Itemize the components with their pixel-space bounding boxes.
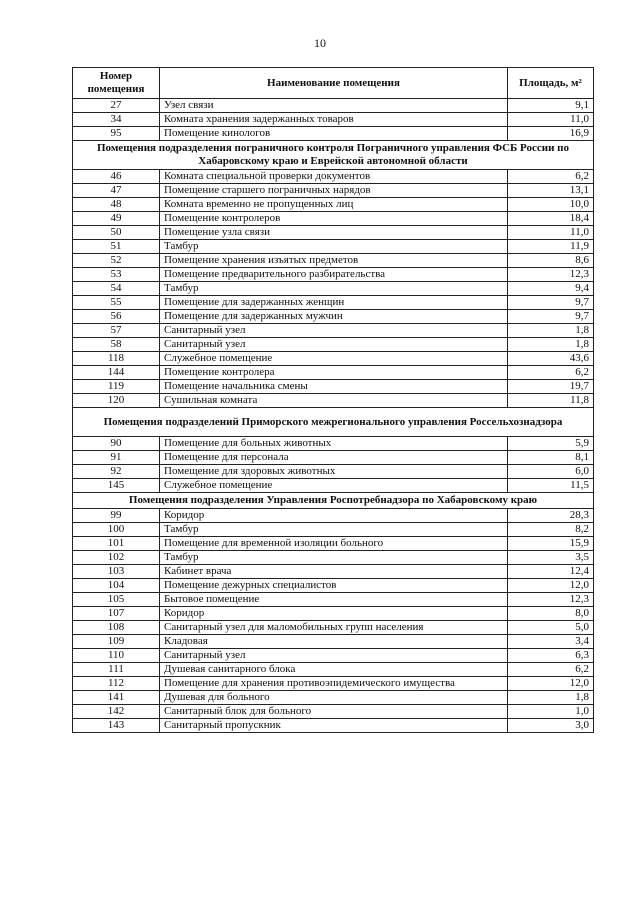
- room-name: Служебное помещение: [160, 352, 508, 366]
- room-area: 8,6: [508, 254, 594, 268]
- table-row: [73, 170, 594, 184]
- room-number: 51: [73, 240, 160, 254]
- room-name: Помещение кинологов: [160, 127, 508, 141]
- room-number: 105: [73, 593, 160, 607]
- room-name: Коридор: [160, 509, 508, 523]
- room-name: Тамбур: [160, 523, 508, 537]
- section-title: Помещения подразделения пограничного контроля Пограничного управления ФСБ России по Хабаровскому краю и Еврейской автономной области: [73, 141, 594, 170]
- room-name: Комната временно не пропущенных лиц: [160, 198, 508, 212]
- room-area: 19,7: [508, 380, 594, 394]
- room-name: Помещение для временной изоляции больного: [160, 537, 508, 551]
- room-number: 108: [73, 621, 160, 635]
- table-row: [73, 282, 594, 296]
- room-name: Помещение для персонала: [160, 451, 508, 465]
- room-area: 1,8: [508, 338, 594, 352]
- column-header-area: Площадь, м²: [508, 68, 594, 99]
- room-area: 11,0: [508, 226, 594, 240]
- table-row: [73, 212, 594, 226]
- room-name: Помещение начальника смены: [160, 380, 508, 394]
- table-row: [73, 719, 594, 733]
- room-number: 57: [73, 324, 160, 338]
- room-area: 1,8: [508, 691, 594, 705]
- room-name: Тамбур: [160, 551, 508, 565]
- room-name: Санитарный пропускник: [160, 719, 508, 733]
- room-area: 15,9: [508, 537, 594, 551]
- table-row: [73, 127, 594, 141]
- room-area: 11,9: [508, 240, 594, 254]
- table-row: [73, 296, 594, 310]
- room-number: 56: [73, 310, 160, 324]
- room-name: Тамбур: [160, 282, 508, 296]
- table-row: [73, 621, 594, 635]
- room-number: 141: [73, 691, 160, 705]
- room-number: 145: [73, 479, 160, 493]
- room-area: 12,3: [508, 268, 594, 282]
- room-name: Помещение для задержанных мужчин: [160, 310, 508, 324]
- room-name: Санитарный узел: [160, 338, 508, 352]
- room-area: 3,4: [508, 635, 594, 649]
- section-row: [73, 408, 594, 437]
- table-row: [73, 523, 594, 537]
- table-row: [73, 677, 594, 691]
- room-name: Помещение для задержанных женщин: [160, 296, 508, 310]
- room-number: 120: [73, 394, 160, 408]
- room-number: 46: [73, 170, 160, 184]
- room-name: Помещение узла связи: [160, 226, 508, 240]
- room-area: 3,5: [508, 551, 594, 565]
- table-row: [73, 394, 594, 408]
- table-row: [73, 366, 594, 380]
- room-number: 49: [73, 212, 160, 226]
- room-area: 11,8: [508, 394, 594, 408]
- room-area: 1,8: [508, 324, 594, 338]
- room-area: 6,3: [508, 649, 594, 663]
- section-title: Помещения подразделений Приморского межрегионального управления Россельхознадзора: [73, 408, 594, 437]
- room-area: 12,4: [508, 565, 594, 579]
- table-row: [73, 338, 594, 352]
- room-area: 1,0: [508, 705, 594, 719]
- room-number: 92: [73, 465, 160, 479]
- table-row: [73, 113, 594, 127]
- table-body: [73, 99, 594, 733]
- room-area: 6,2: [508, 663, 594, 677]
- room-area: 5,0: [508, 621, 594, 635]
- table-header-row: [73, 68, 594, 99]
- room-name: Бытовое помещение: [160, 593, 508, 607]
- room-number: 144: [73, 366, 160, 380]
- table-row: [73, 479, 594, 493]
- section-title: Помещения подразделения Управления Роспотребнадзора по Хабаровскому краю: [73, 493, 594, 509]
- room-area: 18,4: [508, 212, 594, 226]
- room-number: 58: [73, 338, 160, 352]
- room-area: 28,3: [508, 509, 594, 523]
- table-row: [73, 537, 594, 551]
- room-number: 54: [73, 282, 160, 296]
- table-row: [73, 99, 594, 113]
- room-number: 101: [73, 537, 160, 551]
- table-row: [73, 240, 594, 254]
- room-number: 110: [73, 649, 160, 663]
- room-area: 6,2: [508, 170, 594, 184]
- table-row: [73, 226, 594, 240]
- room-number: 48: [73, 198, 160, 212]
- room-name: Санитарный узел: [160, 649, 508, 663]
- room-area: 12,3: [508, 593, 594, 607]
- table-row: [73, 607, 594, 621]
- column-header-name: Наименование помещения: [160, 68, 508, 99]
- column-header-number: Номер помещения: [73, 68, 160, 99]
- room-number: 109: [73, 635, 160, 649]
- room-area: 6,0: [508, 465, 594, 479]
- rooms-table: [72, 67, 594, 733]
- room-name: Санитарный узел для маломобильных групп населения: [160, 621, 508, 635]
- room-name: Комната хранения задержанных товаров: [160, 113, 508, 127]
- room-name: Санитарный узел: [160, 324, 508, 338]
- room-number: 95: [73, 127, 160, 141]
- room-number: 99: [73, 509, 160, 523]
- room-area: 11,5: [508, 479, 594, 493]
- room-number: 34: [73, 113, 160, 127]
- room-name: Помещение старшего пограничных нарядов: [160, 184, 508, 198]
- room-area: 43,6: [508, 352, 594, 366]
- room-name: Коридор: [160, 607, 508, 621]
- room-number: 52: [73, 254, 160, 268]
- room-name: Помещение дежурных специалистов: [160, 579, 508, 593]
- table-row: [73, 310, 594, 324]
- room-number: 104: [73, 579, 160, 593]
- table-row: [73, 465, 594, 479]
- room-number: 107: [73, 607, 160, 621]
- room-name: Помещение для здоровых животных: [160, 465, 508, 479]
- table-row: [73, 649, 594, 663]
- table-row: [73, 635, 594, 649]
- table-row: [73, 254, 594, 268]
- room-number: 50: [73, 226, 160, 240]
- table-row: [73, 663, 594, 677]
- room-name: Душевая санитарного блока: [160, 663, 508, 677]
- room-name: Помещение контролера: [160, 366, 508, 380]
- table-row: [73, 380, 594, 394]
- room-number: 27: [73, 99, 160, 113]
- room-name: Помещение хранения изъятых предметов: [160, 254, 508, 268]
- table-row: [73, 691, 594, 705]
- room-number: 143: [73, 719, 160, 733]
- room-area: 8,0: [508, 607, 594, 621]
- room-number: 119: [73, 380, 160, 394]
- room-number: 90: [73, 437, 160, 451]
- room-number: 102: [73, 551, 160, 565]
- room-name: Узел связи: [160, 99, 508, 113]
- table-row: [73, 565, 594, 579]
- room-number: 53: [73, 268, 160, 282]
- section-row: [73, 141, 594, 170]
- room-number: 111: [73, 663, 160, 677]
- room-number: 142: [73, 705, 160, 719]
- room-number: 47: [73, 184, 160, 198]
- room-number: 55: [73, 296, 160, 310]
- room-area: 8,2: [508, 523, 594, 537]
- room-area: 10,0: [508, 198, 594, 212]
- table-row: [73, 437, 594, 451]
- room-number: 100: [73, 523, 160, 537]
- page-number: 10: [314, 36, 326, 50]
- room-name: Помещение контролеров: [160, 212, 508, 226]
- room-area: 12,0: [508, 579, 594, 593]
- room-number: 91: [73, 451, 160, 465]
- room-area: 13,1: [508, 184, 594, 198]
- table-row: [73, 184, 594, 198]
- room-name: Сушильная комната: [160, 394, 508, 408]
- room-name: Помещение для больных животных: [160, 437, 508, 451]
- table-row: [73, 451, 594, 465]
- room-name: Служебное помещение: [160, 479, 508, 493]
- room-number: 103: [73, 565, 160, 579]
- table-row: [73, 705, 594, 719]
- room-area: 9,7: [508, 296, 594, 310]
- room-name: Тамбур: [160, 240, 508, 254]
- room-name: Санитарный блок для больного: [160, 705, 508, 719]
- table-row: [73, 352, 594, 366]
- room-name: Помещение для хранения противоэпидемического имущества: [160, 677, 508, 691]
- room-area: 16,9: [508, 127, 594, 141]
- room-number: 112: [73, 677, 160, 691]
- room-area: 8,1: [508, 451, 594, 465]
- room-name: Помещение предварительного разбирательства: [160, 268, 508, 282]
- room-area: 9,1: [508, 99, 594, 113]
- table-row: [73, 579, 594, 593]
- table-row: [73, 268, 594, 282]
- room-area: 9,4: [508, 282, 594, 296]
- table-row: [73, 198, 594, 212]
- room-name: Кабинет врача: [160, 565, 508, 579]
- room-area: 6,2: [508, 366, 594, 380]
- room-area: 9,7: [508, 310, 594, 324]
- room-area: 3,0: [508, 719, 594, 733]
- room-name: Душевая для больного: [160, 691, 508, 705]
- table-row: [73, 509, 594, 523]
- room-name: Комната специальной проверки документов: [160, 170, 508, 184]
- table-row: [73, 324, 594, 338]
- room-number: 118: [73, 352, 160, 366]
- room-name: Кладовая: [160, 635, 508, 649]
- room-area: 11,0: [508, 113, 594, 127]
- table-row: [73, 551, 594, 565]
- room-area: 12,0: [508, 677, 594, 691]
- section-row: [73, 493, 594, 509]
- room-area: 5,9: [508, 437, 594, 451]
- table-row: [73, 593, 594, 607]
